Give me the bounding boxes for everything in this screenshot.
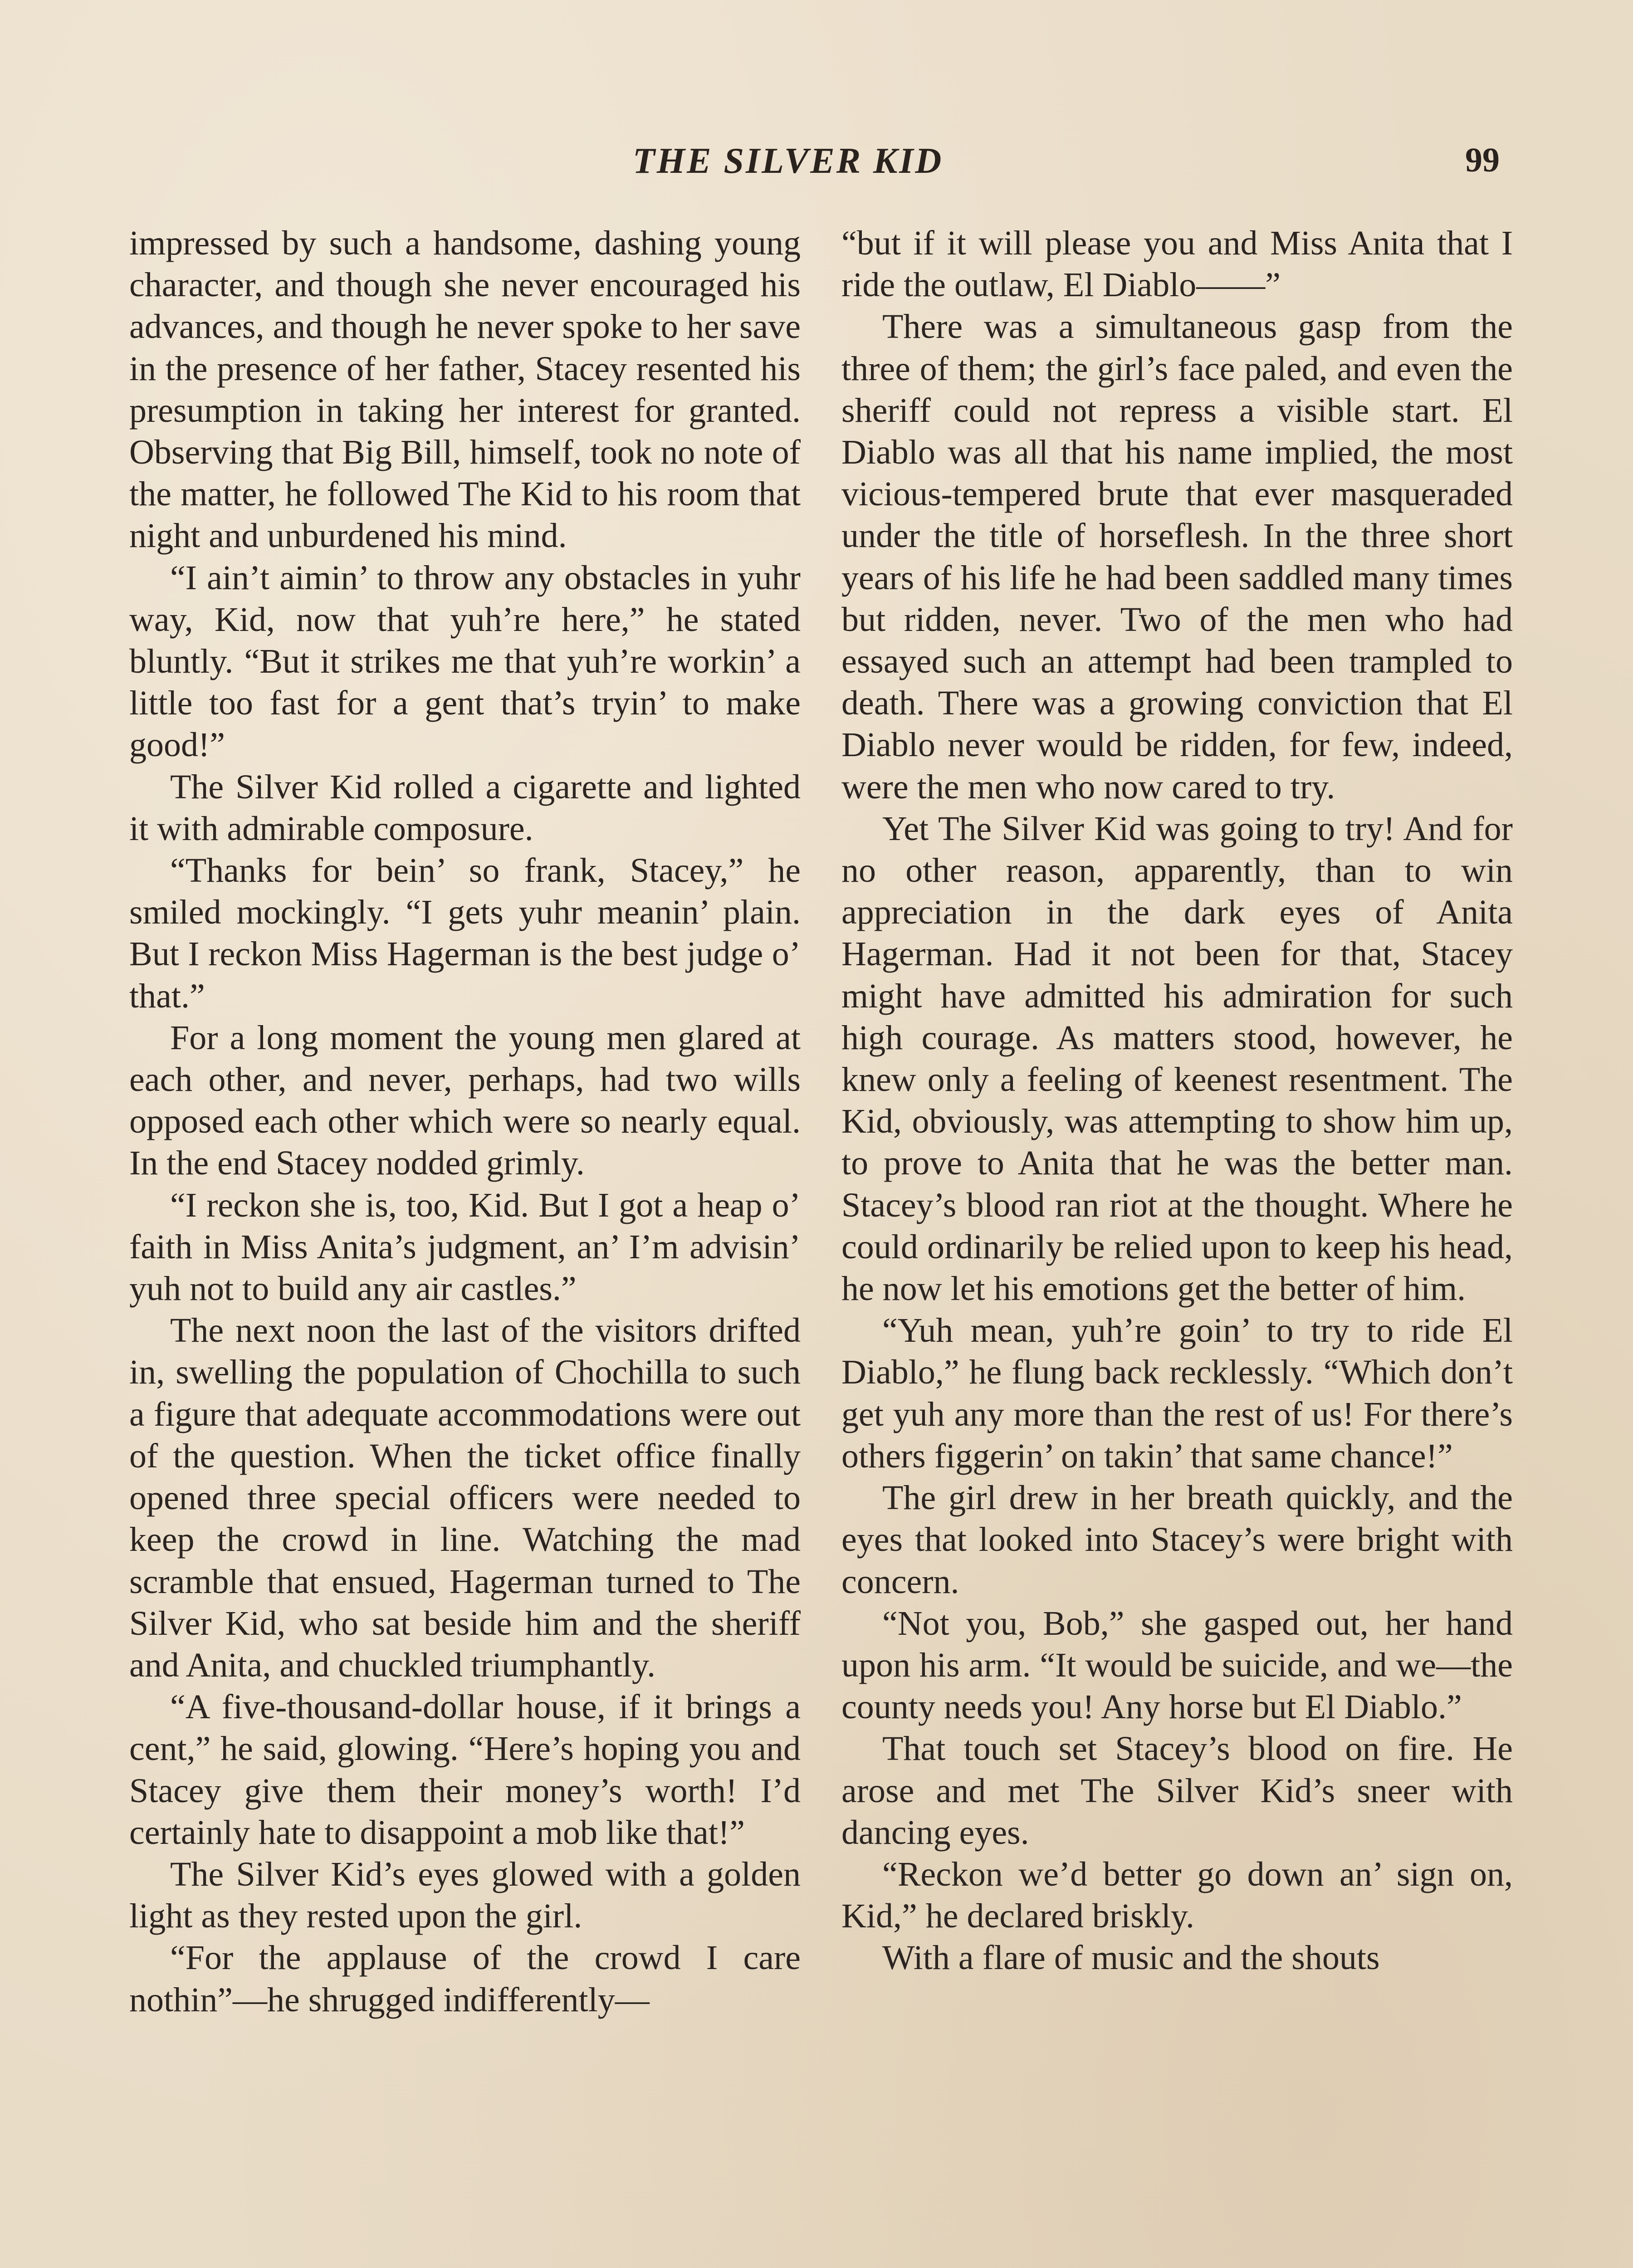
paragraph: The girl drew in her breath quickly, and the eyes that looked into Stacey’s were bright with concern. — [841, 1479, 1513, 1601]
paragraph: “Reckon we’d better go down an’ sign on, Kid,” he declared briskly. — [841, 1855, 1513, 1936]
paragraph: “but if it will please you and Miss Anita that I ride the outlaw, El Diablo——” — [841, 224, 1513, 304]
paragraph: For a long moment the young men glared at each other, and never, perhaps, had two wills opposed each other which were so nearly equal. In the end Stacey nodded grimly. — [129, 1018, 801, 1183]
running-title: THE SILVER KID — [633, 141, 944, 181]
left-column — [129, 222, 801, 2021]
paragraph: “Thanks for bein’ so frank, Stacey,” he smiled mockingly. “I gets yuhr meanin’ plain. But I reckon Miss Hagerman is the best judge o’ that.” — [129, 851, 801, 1015]
paragraph: impressed by such a handsome, dashing young character, and though she never encouraged his advances, and though he never spoke to her save in the presence of her father, Stacey resented his presumption in taking her interest for granted. Observing that Big Bill, himself, took no note of the matter, he followed The Kid to his room that night and unburdened his mind. — [129, 224, 801, 555]
paragraph: “I ain’t aimin’ to throw any obstacles in yuhr way, Kid, now that yuh’re here,” he stated bluntly. “But it strikes me that yuh’re workin’ a little too fast for a gent that’s tryin’ to make good!” — [129, 558, 801, 764]
paragraph: The Silver Kid rolled a cigarette and lighted it with admirable composure. — [129, 767, 801, 848]
running-header — [0, 136, 1633, 191]
page-number: 99 — [1465, 141, 1500, 179]
paragraph: “I reckon she is, too, Kid. But I got a heap o’ faith in Miss Anita’s judgment, an’ I’m advisin’ yuh not to build any air castles.” — [129, 1186, 801, 1308]
paragraph: “For the applause of the crowd I care nothin”—he shrugged indifferently— — [129, 1939, 801, 2019]
paragraph: The next noon the last of the visitors drifted in, swelling the population of Chochilla to such a figure that adequate accommodations were out of the question. When the ticket office finally opened three special officers were needed to keep the crowd in line. Watching the mad scramble that ensued, Hagerman turned to The Silver Kid, who sat beside him and the sheriff and Anita, and chuckled triumphantly. — [129, 1311, 801, 1684]
right-column — [841, 222, 1513, 1979]
paragraph: That touch set Stacey’s blood on fire. He arose and met The Silver Kid’s sneer with dancing eyes. — [841, 1730, 1513, 1852]
paragraph: There was a simultaneous gasp from the three of them; the girl’s face paled, and even the sheriff could not repress a visible start. El Diablo was all that his name implied, the most vicious-tempered brute that ever masqueraded under the title of horseflesh. In the three short years of his life he had been saddled many times but ridden, never. Two of the men who had essayed such an attempt had been trampled to death. There was a growing conviction that El Diablo never would be ridden, for few, indeed, were the men who now cared to try. — [841, 308, 1513, 806]
paragraph: With a flare of music and the shouts — [882, 1939, 1380, 1977]
paragraph: “Yuh mean, yuh’re goin’ to try to ride El Diablo,” he flung back recklessly. “Which don’t get yuh any more than the rest of us! For there’s others figgerin’ on takin’ that same chance!” — [841, 1311, 1513, 1475]
paragraph: “Not you, Bob,” she gasped out, her hand upon his arm. “It would be suicide, and we—the county needs you! Any horse but El Diablo.” — [841, 1604, 1513, 1726]
paragraph: The Silver Kid’s eyes glowed with a golden light as they rested upon the girl. — [129, 1855, 801, 1936]
paragraph: Yet The Silver Kid was going to try! And for no other reason, apparently, than to win appreciation in the dark eyes of Anita Hagerman. Had it not been for that, Stacey might have admitted his admiration for such high courage. As matters stood, however, he knew only a feeling of keenest resentment. The Kid, obviously, was attempting to show him up, to prove to Anita that he was the better man. Stacey’s blood ran riot at the thought. Where he could ordinarily be relied upon to keep his head, he now let his emotions get the better of him. — [841, 809, 1513, 1308]
paragraph: “A five-thousand-dollar house, if it brings a cent,” he said, glowing. “Here’s hoping you and Stacey give them their money’s worth! I’d certainly hate to disappoint a mob like that!” — [129, 1688, 801, 1852]
